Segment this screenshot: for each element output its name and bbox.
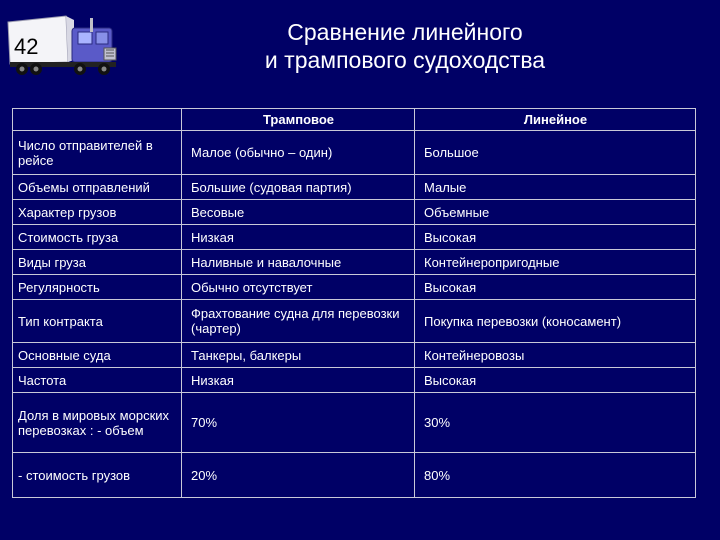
tramp-cell: 20%: [182, 453, 415, 498]
tramp-cell: Танкеры, балкеры: [182, 343, 415, 368]
row-label: Число отправителей в рейсе: [13, 131, 182, 175]
table-row: [13, 368, 696, 393]
row-label: Виды груза: [13, 250, 182, 275]
tramp-cell: Низкая: [182, 225, 415, 250]
row-label: Частота: [13, 368, 182, 393]
table-row: [13, 131, 696, 175]
liner-cell: Малые: [415, 175, 696, 200]
row-label: Основные суда: [13, 343, 182, 368]
row-label: Характер грузов: [13, 200, 182, 225]
tramp-cell: Малое (обычно – один): [182, 131, 415, 175]
slide-title: [180, 18, 630, 74]
tramp-cell: Наливные и навалочные: [182, 250, 415, 275]
liner-cell: 80%: [415, 453, 696, 498]
liner-cell: Высокая: [415, 368, 696, 393]
table-row: [13, 250, 696, 275]
liner-cell: Контейнеровозы: [415, 343, 696, 368]
table-row: [13, 343, 696, 368]
table-row: [13, 275, 696, 300]
liner-cell: Высокая: [415, 275, 696, 300]
row-label: - стоимость грузов: [13, 453, 182, 498]
tramp-cell: 70%: [182, 393, 415, 453]
liner-cell: 30%: [415, 393, 696, 453]
row-label: Доля в мировых морских перевозках : - объем: [13, 393, 182, 453]
liner-cell: Покупка перевозки (коносамент): [415, 300, 696, 343]
tramp-cell: Весовые: [182, 200, 415, 225]
table-row: [13, 453, 696, 498]
header-cell-empty: [13, 109, 182, 131]
row-label: Тип контракта: [13, 300, 182, 343]
row-label: Стоимость груза: [13, 225, 182, 250]
title-line-1: Сравнение линейного: [287, 19, 523, 45]
table-row: [13, 393, 696, 453]
header-cell-liner: Линейное: [415, 109, 696, 131]
tramp-cell: Большие (судовая партия): [182, 175, 415, 200]
title-line-2: и трампового судоходства: [264, 47, 546, 73]
table-row: [13, 200, 696, 225]
comparison-table: [12, 108, 696, 498]
slide-number: 42: [14, 34, 39, 59]
row-label: Регулярность: [13, 275, 182, 300]
row-label: Объемы отправлений: [13, 175, 182, 200]
header-cell-tramp: Трамповое: [182, 109, 415, 131]
tramp-cell: Фрахтование судна для перевозки (чартер): [182, 300, 415, 343]
table-header-row: [13, 109, 696, 131]
tramp-cell: Обычно отсутствует: [182, 275, 415, 300]
liner-cell: Контейнеропригодные: [415, 250, 696, 275]
liner-cell: Большое: [415, 131, 696, 175]
table-row: [13, 225, 696, 250]
liner-cell: Объемные: [415, 200, 696, 225]
tramp-cell: Низкая: [182, 368, 415, 393]
table-row: [13, 175, 696, 200]
table-row: [13, 300, 696, 343]
liner-cell: Высокая: [415, 225, 696, 250]
